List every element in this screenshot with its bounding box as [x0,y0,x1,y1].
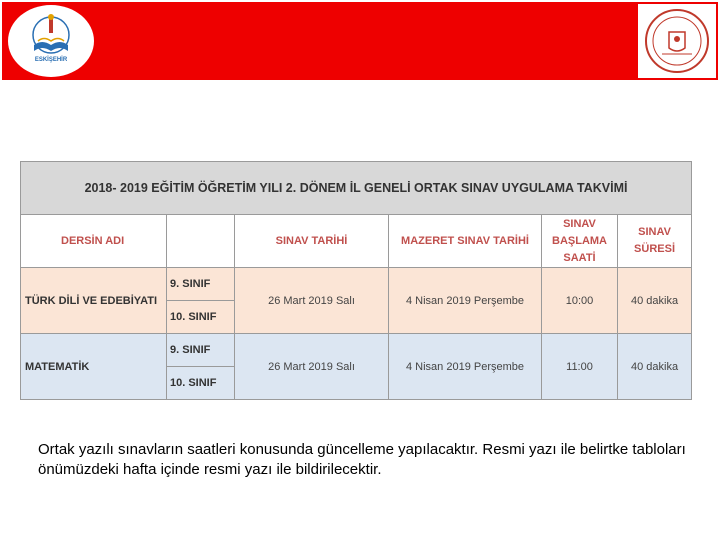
row-start-time: 11:00 [542,334,618,400]
header-start-time-line3: SAATİ [563,251,596,264]
header-banner [2,2,718,80]
header-duration [618,215,692,268]
table-title: 2018- 2019 EĞİTİM ÖĞRETİM YILI 2. DÖNEM İL GENELİ ORTAK SINAV UYGULAMA TAKVİMİ [21,162,692,215]
row-exam-date: 26 Mart 2019 Salı [235,268,389,334]
meb-seal-logo [638,4,716,78]
row-grade: 9. SINIF [167,268,235,301]
header-blank [167,215,235,268]
row-makeup-date: 4 Nisan 2019 Perşembe [389,334,542,400]
table-header-row [21,215,692,268]
row-start-time: 10:00 [542,268,618,334]
row-makeup-date: 4 Nisan 2019 Perşembe [389,268,542,334]
header-duration-line1: SINAV [638,226,671,238]
row-duration: 40 dakika [618,268,692,334]
table-row [21,334,692,367]
row-grade: 9. SINIF [167,334,235,367]
logo-city-text: ESKİŞEHİR [34,57,68,63]
header-makeup-date: MAZERET SINAV TARİHİ [389,215,542,268]
table-row [21,268,692,301]
row-course: MATEMATİK [21,334,167,400]
header-start-time-line2: BAŞLAMA [552,234,607,247]
row-grade: 10. SINIF [167,301,235,334]
row-duration: 40 dakika [618,334,692,400]
header-start-time [542,215,618,268]
row-grade: 10. SINIF [167,367,235,400]
row-exam-date: 26 Mart 2019 Salı [235,334,389,400]
ministry-seal-icon [638,4,716,78]
book-emblem-icon [8,5,94,77]
announcement-note: Ortak yazılı sınavların saatleri konusunda güncelleme yapılacaktır. Resmi yazı ile belirtke tabloları önümüzdeki hafta içinde resmi yazı ile bildirilecektir. [38,441,686,478]
eskisehir-logo [8,5,94,77]
row-course: TÜRK DİLİ VE EDEBİYATI [21,268,167,334]
header-exam-date: SINAV TARİHİ [235,215,389,268]
header-course: DERSİN ADI [21,215,167,268]
header-start-time-line1: SINAV [563,217,596,230]
exam-schedule-table [20,161,691,403]
header-duration-line2: SÜRESİ [634,243,676,255]
